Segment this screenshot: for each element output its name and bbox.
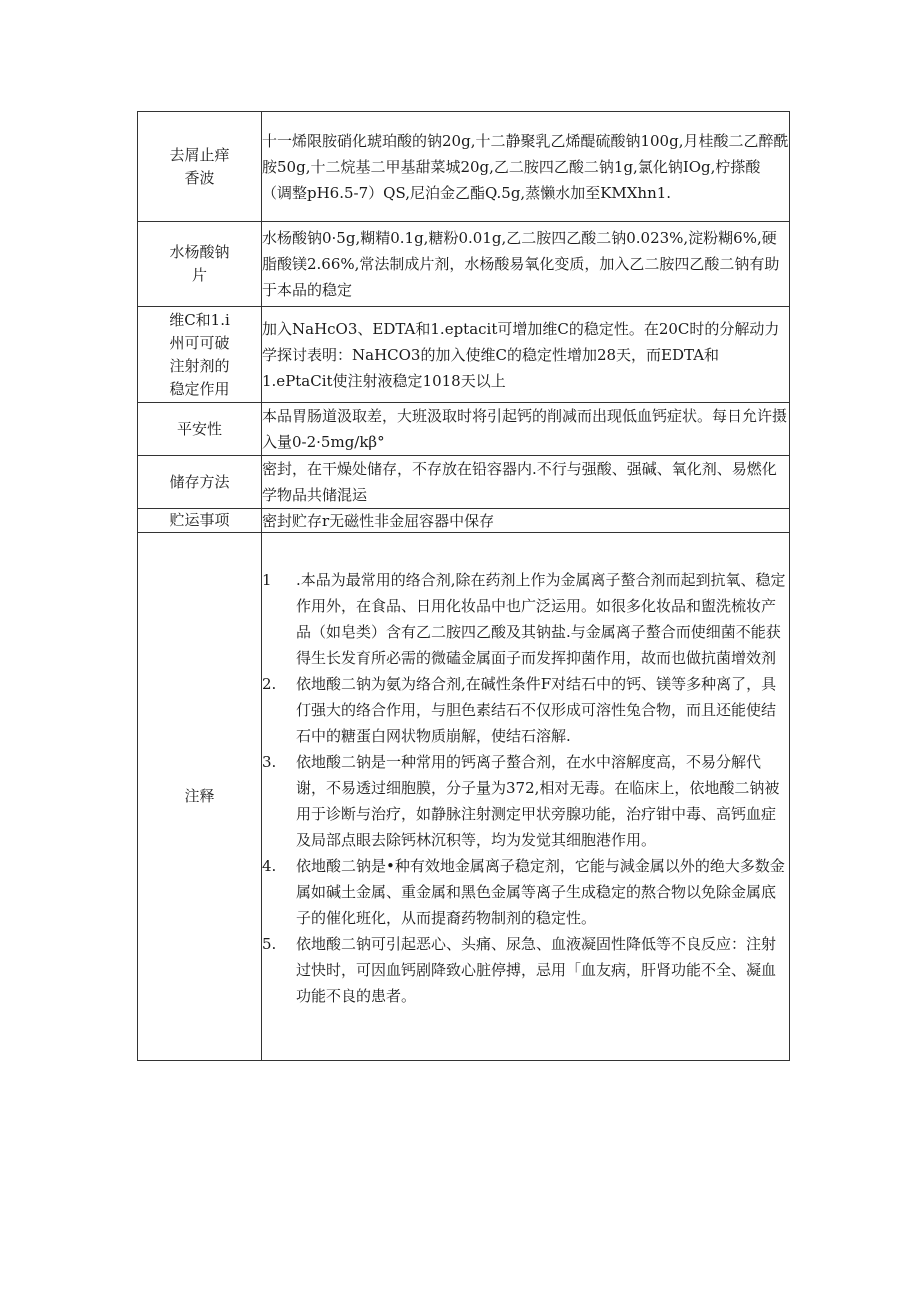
row-label-line: 水杨酸钠: [169, 243, 230, 261]
note-item: [262, 749, 789, 853]
note-item: [262, 567, 789, 671]
note-text: 依地酸二钠可引起恶心、头痛、尿急、血液凝固性降低等不良反应：注射过快时，可因血钙剧降致心脏停搏，忌用「血友病，肝肾功能不全、凝血功能不良的患者。: [296, 935, 777, 1005]
row-label: [138, 456, 262, 509]
row-label-line: 储存方法: [169, 472, 230, 491]
note-text: 依地酸二钠为氨为络合剂,在碱性条件F对结石中的钙、镁等多种离了，具仃强大的络合作用，与胆色素结石不仅形成可溶性兔合物，而且还能使结石中的糖蛋白网状物质崩解，使结石溶解.: [296, 675, 777, 745]
row-label-line: 去屑止痒: [169, 145, 230, 164]
note-item: [262, 853, 789, 931]
note-number: 3.: [262, 753, 277, 771]
note-text: .本品为最常用的络合剂,除在药剂上作为金属离子螯合剂而起到抗氧、稳定作用外，在食品、日用化妆品中也广泛运用。如很多化妆品和盥洗梳妆产品（如皂类）含有乙二胺四乙酸及其钠盐.与金属离子螯合而使细菌不能获得生长发育所必需的微磕金属面子而发挥抑菌作用，故而也做抗菌增效剂: [296, 571, 786, 667]
note-number: 4.: [262, 857, 277, 875]
table-row: [138, 112, 790, 222]
row-content: 密封，在干燥处储存，不存放在铅容器内.不行与强酸、强碱、氧化剂、易燃化学物品共储混运: [262, 456, 790, 509]
note-item: [262, 931, 789, 1009]
row-content: 密封贮存r无磁性非金屈容器中保存: [262, 509, 790, 533]
row-content: 十一烯限胺硝化琥珀酸的钠20g,十二静聚乳乙烯醍硫酸钠100g,月桂酸二乙醉酰胺50g,十二烷基二甲基甜菜城20g,乙二胺四乙酸二钠1g,氯化钠IOg,柠搽酸（调整pH6.5-7）QS,尼泊金乙酯Q.5g,蒸懒水加至KMXhn1.: [262, 112, 790, 222]
row-label-line: 稳定作用: [169, 379, 230, 398]
row-content: 本品胃肠道汲取差，大班汲取时将引起钙的削减而出现低血钙症状。每日允许摄入量0-2·5mg∕kβ°: [262, 403, 790, 456]
row-label: [138, 403, 262, 456]
info-table: [137, 111, 790, 1061]
row-label: [138, 307, 262, 403]
row-label-line: 维C和1.i: [169, 310, 230, 329]
row-label-line: 州可可破: [169, 333, 230, 352]
table-row: [138, 533, 790, 1061]
note-text: 依地酸二钠是一种常用的钙离子螯合剂，在水中溶解度高，不易分解代谢，不易透过细胞膜，分子量为372,相对无毒。在临床上，依地酸二钠被用于诊断与治疗，如静脉注射测定甲状旁腺功能，治疗钳中毒、高钙血症及局部点眼去除钙林沉积等，均为发觉其细胞港作用。: [296, 753, 780, 849]
row-content: 水杨酸钠0·5g,糊精0.1g,糖粉0.01g,乙二胺四乙酸二钠0.023%,淀粉糊6%,硬脂酸镁2.66%,常法制成片剂，水杨酸易氧化变质，加入乙二胺四乙酸二钠有助于本品的稳定: [262, 222, 790, 307]
row-label-line: 香波: [184, 168, 215, 187]
table-row: [138, 307, 790, 403]
table-row: [138, 222, 790, 307]
row-label: [138, 509, 262, 533]
notes-list: [262, 533, 789, 1009]
notes-content: [262, 533, 790, 1061]
row-label-line: 平安性: [176, 419, 222, 438]
table-row: [138, 456, 790, 509]
row-label-line: 贮运事项: [169, 511, 230, 529]
note-number: 5.: [262, 935, 277, 953]
row-label: [138, 222, 262, 307]
notes-label: 注释: [138, 533, 262, 1061]
note-number: 1: [262, 571, 272, 589]
row-label: [138, 112, 262, 222]
note-text: 依地酸二钠是•种有效地金属离子稳定剂，它能与減金属以外的绝大多数金属如碱土金属、重金属和黑色金属等离子生成稳定的熬合物以免除金属底子的催化班化，从而提裔药物制剂的稳定性。: [296, 857, 785, 927]
table-row: [138, 509, 790, 533]
row-content: 加入NaHcO3、EDTA和1.eptacit可增加维C的稳定性。在20C时的分解动力学探讨表明：NaHCO3的加入使维C的稳定性增加28天，而EDTA和1.ePtaCit使注射液稳定1018天以上: [262, 307, 790, 403]
note-number: 2.: [262, 675, 277, 693]
row-label-line: 注射剂的: [169, 356, 230, 375]
row-label-line: 片: [191, 266, 207, 284]
table-row: [138, 403, 790, 456]
note-item: [262, 671, 789, 749]
